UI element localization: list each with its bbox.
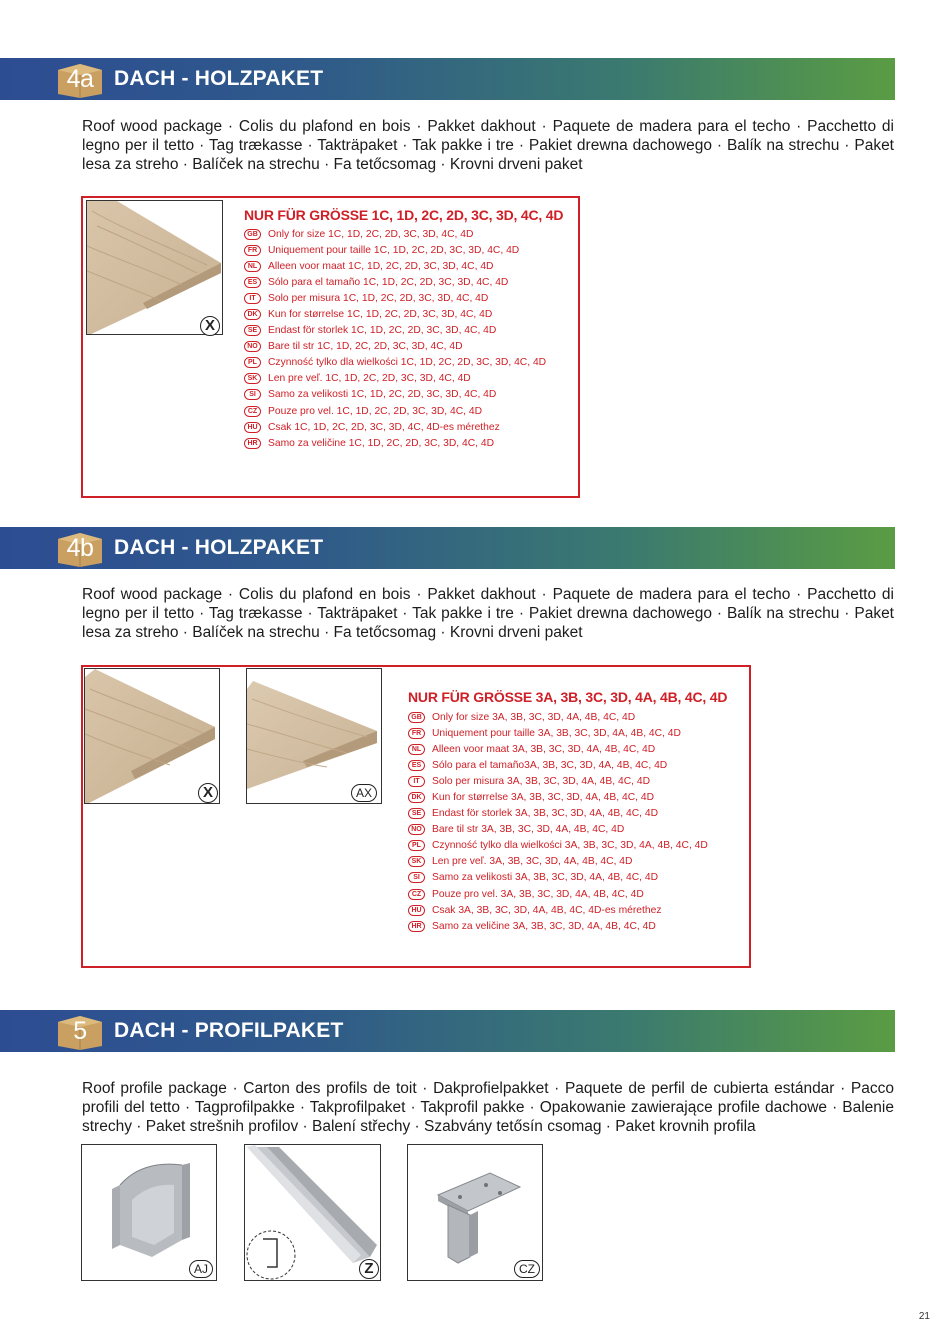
- language-item: [244, 339, 546, 355]
- language-text: Alleen voor maat 1C, 1D, 2C, 2D, 3C, 3D, 4C, 4D: [268, 260, 494, 272]
- flag-badge: NL: [408, 744, 425, 755]
- language-item: [408, 854, 708, 870]
- flag-badge: GB: [408, 712, 425, 723]
- part-image-long-profile: [244, 1144, 381, 1281]
- flag-badge: SE: [408, 808, 425, 819]
- language-text: Only for size 3A, 3B, 3C, 3D, 4A, 4B, 4C, 4D: [432, 711, 636, 723]
- language-item: [244, 419, 546, 435]
- flag-badge: FR: [408, 728, 425, 739]
- section-description: Roof wood package · Colis du plafond en bois · Pakket dakhout · Paquete de madera para el techo · Pacchetto di legno per il tetto · Tag trækasse · Takträpaket · Tak pakke i tre · Pakiet drewna dachowego · Balík na strechu · Paket lesa za streho · Balíček na strechu · Fa tetőcsomag · Krovni drveni paket: [82, 586, 894, 641]
- flag-badge: SI: [244, 389, 261, 400]
- flag-badge: CZ: [408, 889, 425, 900]
- part-image-wood-board: [86, 200, 223, 335]
- flag-badge: SK: [408, 856, 425, 867]
- language-item: [244, 226, 546, 242]
- size-restriction-box: [81, 665, 751, 968]
- language-text: Kun for størrelse 1C, 1D, 2C, 2D, 3C, 3D, 4C, 4D: [268, 309, 493, 321]
- language-item: [408, 741, 708, 757]
- language-item: [244, 323, 546, 339]
- language-item: [408, 725, 708, 741]
- language-text: Endast för storlek 3A, 3B, 3C, 3D, 4A, 4B, 4C, 4D: [432, 808, 659, 820]
- flag-badge: HU: [408, 905, 425, 916]
- language-item: [408, 870, 708, 886]
- part-label: AJ: [189, 1260, 213, 1278]
- language-item: [244, 403, 546, 419]
- language-text: Len pre veľ. 1C, 1D, 2C, 2D, 3C, 3D, 4C, 4D: [268, 373, 471, 385]
- flag-badge: FR: [244, 245, 261, 256]
- language-item: [408, 822, 708, 838]
- language-text: Sólo para el tamaño 1C, 1D, 2C, 2D, 3C, 3D, 4C, 4D: [268, 276, 509, 288]
- part-label: Z: [359, 1259, 379, 1279]
- language-text: Csak 1C, 1D, 2C, 2D, 3C, 3D, 4C, 4D-es mérethez: [268, 421, 500, 433]
- long-profile-icon: [245, 1145, 381, 1281]
- flag-badge: DK: [408, 792, 425, 803]
- wood-board-icon: [87, 201, 223, 335]
- flag-badge: ES: [244, 277, 261, 288]
- flag-badge: IT: [408, 776, 425, 787]
- language-item: [408, 838, 708, 854]
- language-text: Pouze pro vel. 3A, 3B, 3C, 3D, 4A, 4B, 4C, 4D: [432, 888, 644, 900]
- size-restriction-box: [81, 196, 580, 498]
- language-item: [244, 258, 546, 274]
- language-item: [408, 886, 708, 902]
- flag-badge: NO: [408, 824, 425, 835]
- flag-badge: IT: [244, 293, 261, 304]
- language-item: [408, 918, 708, 934]
- package-box-icon: [55, 529, 105, 567]
- section-title: DACH - PROFILPAKET: [114, 1019, 344, 1042]
- flag-badge: NO: [244, 341, 261, 352]
- language-text: Uniquement pour taille 3A, 3B, 3C, 3D, 4A, 4B, 4C, 4D: [432, 727, 681, 739]
- language-text: Bare til str 3A, 3B, 3C, 3D, 4A, 4B, 4C, 4D: [432, 824, 625, 836]
- language-item: [244, 435, 546, 451]
- section-description: Roof wood package · Colis du plafond en bois · Pakket dakhout · Paquete de madera para el techo · Pacchetto di legno per il tetto · Tag trækasse · Takträpaket · Tak pakke i tre · Pakiet drewna dachowego · Balík na strechu · Paket lesa za streho · Balíček na strechu · Fa tetőcsomag · Krovni drveni paket: [82, 118, 894, 173]
- language-item: [408, 709, 708, 725]
- flag-badge: HR: [408, 921, 425, 932]
- language-text: Alleen voor maat 3A, 3B, 3C, 3D, 4A, 4B, 4C, 4D: [432, 743, 656, 755]
- language-text: Csak 3A, 3B, 3C, 3D, 4A, 4B, 4C, 4D-es mérethez: [432, 904, 662, 916]
- flag-badge: HR: [244, 438, 261, 449]
- language-item: [244, 306, 546, 322]
- part-label: X: [200, 316, 220, 336]
- language-text: Endast för storlek 1C, 1D, 2C, 2D, 3C, 3D, 4C, 4D: [268, 325, 497, 337]
- language-text: Uniquement pour taille 1C, 1D, 2C, 2D, 3C, 3D, 4C, 4D: [268, 244, 520, 256]
- size-heading: NUR FÜR GRÖSSE 3A, 3B, 3C, 3D, 4A, 4B, 4C, 4D: [408, 689, 728, 705]
- language-text: Bare til str 1C, 1D, 2C, 2D, 3C, 3D, 4C, 4D: [268, 341, 463, 353]
- wood-board-icon: [85, 669, 220, 804]
- flag-badge: SE: [244, 325, 261, 336]
- language-item: [244, 290, 546, 306]
- language-item: [244, 242, 546, 258]
- language-text: Only for size 1C, 1D, 2C, 2D, 3C, 3D, 4C, 4D: [268, 228, 474, 240]
- section-number: 4a: [66, 65, 94, 93]
- section-banner-4a: [0, 58, 895, 100]
- language-text: Len pre veľ. 3A, 3B, 3C, 3D, 4A, 4B, 4C, 4D: [432, 856, 633, 868]
- section-banner-5: [0, 1010, 895, 1052]
- language-text: Sólo para el tamaño3A, 3B, 3C, 3D, 4A, 4B, 4C, 4D: [432, 759, 668, 771]
- language-text: Pouze pro vel. 1C, 1D, 2C, 2D, 3C, 3D, 4C, 4D: [268, 405, 483, 417]
- language-text: Samo za veličine 3A, 3B, 3C, 3D, 4A, 4B, 4C, 4D: [432, 920, 656, 932]
- flag-badge: ES: [408, 760, 425, 771]
- language-list: [408, 709, 708, 934]
- package-box-icon: [55, 60, 105, 98]
- section-title: DACH - HOLZPAKET: [114, 536, 324, 559]
- language-text: Czynność tylko dla wielkości 3A, 3B, 3C, 3D, 4A, 4B, 4C, 4D: [432, 840, 708, 852]
- part-label: CZ: [514, 1260, 540, 1278]
- flag-badge: PL: [244, 357, 261, 368]
- section-number: 4b: [66, 534, 94, 562]
- language-text: Solo per misura 1C, 1D, 2C, 2D, 3C, 3D, 4C, 4D: [268, 292, 489, 304]
- flag-badge: NL: [244, 261, 261, 272]
- language-text: Solo per misura 3A, 3B, 3C, 3D, 4A, 4B, 4C, 4D: [432, 775, 651, 787]
- language-item: [408, 902, 708, 918]
- flag-badge: PL: [408, 840, 425, 851]
- section-description: Roof profile package · Carton des profils de toit · Dakprofielpakket · Paquete de perfil de cubierta estándar · Pacco profili del tetto · Tagprofilpakke · Takprofilpaket · Takprofil pakke · Opakowanie zawierające profile dachowe · Balenie strechy · Paket strešnih profilov · Balení střechy · Szabvány tetősín csomag · Paket krovnih profila: [82, 1080, 894, 1135]
- language-item: [408, 757, 708, 773]
- size-heading: NUR FÜR GRÖSSE 1C, 1D, 2C, 2D, 3C, 3D, 4C, 4D: [244, 207, 564, 223]
- language-item: [244, 355, 546, 371]
- language-list: [244, 226, 546, 451]
- language-text: Samo za velikosti 3A, 3B, 3C, 3D, 4A, 4B, 4C, 4D: [432, 872, 659, 884]
- language-item: [244, 387, 546, 403]
- flag-badge: CZ: [244, 406, 261, 417]
- language-item: [408, 773, 708, 789]
- flag-badge: SI: [408, 872, 425, 883]
- flag-badge: GB: [244, 229, 261, 240]
- language-text: Czynność tylko dla wielkości 1C, 1D, 2C, 2D, 3C, 3D, 4C, 4D: [268, 357, 547, 369]
- section-banner-4b: [0, 527, 895, 569]
- part-image-wood-board: [84, 668, 220, 804]
- language-item: [408, 806, 708, 822]
- flag-badge: SK: [244, 373, 261, 384]
- flag-badge: DK: [244, 309, 261, 320]
- section-title: DACH - HOLZPAKET: [114, 67, 324, 90]
- flag-badge: HU: [244, 422, 261, 433]
- part-label: AX: [351, 784, 377, 802]
- language-item: [244, 274, 546, 290]
- language-item: [244, 371, 546, 387]
- page-number: 21: [918, 1311, 930, 1322]
- package-box-icon: [55, 1012, 105, 1050]
- part-label: X: [198, 783, 218, 803]
- language-text: Samo za veličine 1C, 1D, 2C, 2D, 3C, 3D, 4C, 4D: [268, 437, 495, 449]
- language-text: Samo za velikosti 1C, 1D, 2C, 2D, 3C, 3D, 4C, 4D: [268, 389, 497, 401]
- language-item: [408, 789, 708, 805]
- language-text: Kun for størrelse 3A, 3B, 3C, 3D, 4A, 4B, 4C, 4D: [432, 792, 655, 804]
- section-number: 5: [73, 1017, 87, 1045]
